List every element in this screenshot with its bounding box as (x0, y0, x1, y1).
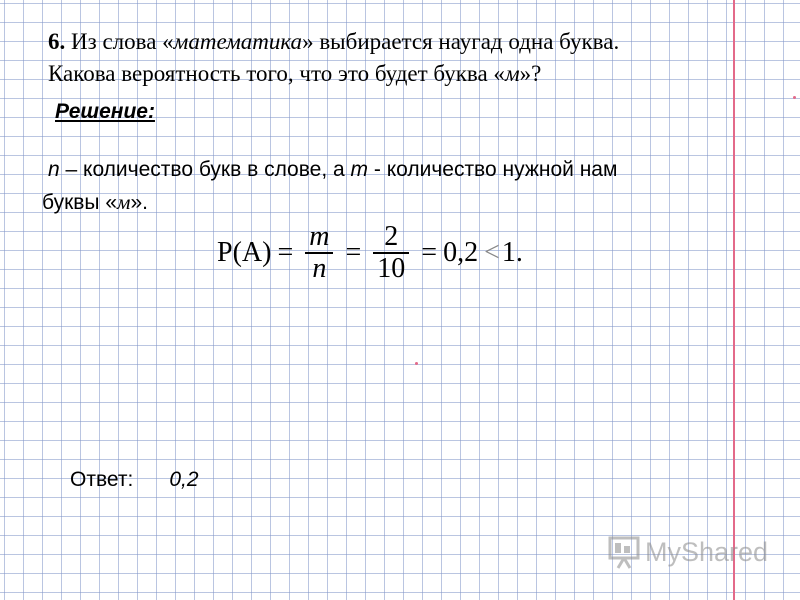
explanation-line-2: буквы «м». (42, 190, 148, 214)
problem-letter: м (504, 61, 520, 86)
watermark-text: MyShared (645, 536, 769, 567)
fraction-1-denominator: n (312, 253, 327, 284)
formula-less-than: < (484, 237, 500, 268)
variable-m: m (350, 158, 369, 181)
problem-number: 6. (48, 29, 66, 54)
problem-line-2: Какова вероятность того, что это будет буква «м»? (48, 61, 542, 86)
formula-bound: 1. (501, 237, 523, 268)
explanation-line-1: n – количество букв в слове, а m - количество нужной нам (48, 158, 618, 181)
fraction-2-denominator: 10 (377, 253, 406, 284)
watermark (607, 534, 768, 570)
explanation-letter: м (117, 190, 131, 214)
notebook-margin-line (733, 0, 735, 600)
formula-equals-3: = (421, 237, 438, 268)
fraction-2-numerator: 2 (384, 221, 399, 252)
formula-equals-1: = (277, 237, 294, 268)
answer-label: Ответ: (70, 468, 134, 491)
fraction-1-numerator: m (309, 221, 330, 252)
solution-heading: Решение: (55, 100, 155, 123)
formula-result: 0,2 (443, 237, 479, 268)
presentation-board-icon (607, 534, 641, 570)
fraction-2-over-10 (373, 222, 409, 284)
problem-line-1: 6. Из слова «математика» выбирается наугад одна буква. (48, 29, 620, 54)
variable-n: n (48, 158, 60, 181)
formula-lhs: P(A) (217, 237, 272, 268)
fraction-m-over-n (305, 222, 333, 284)
answer-row (70, 468, 199, 492)
formula-equals-2: = (345, 237, 362, 268)
answer-value: 0,2 (169, 468, 199, 491)
solution-explanation (42, 154, 732, 219)
decorative-dot (415, 362, 418, 365)
problem-statement (48, 26, 728, 90)
problem-word: математика (173, 29, 303, 54)
decorative-dot (793, 96, 796, 99)
probability-formula (217, 218, 523, 288)
